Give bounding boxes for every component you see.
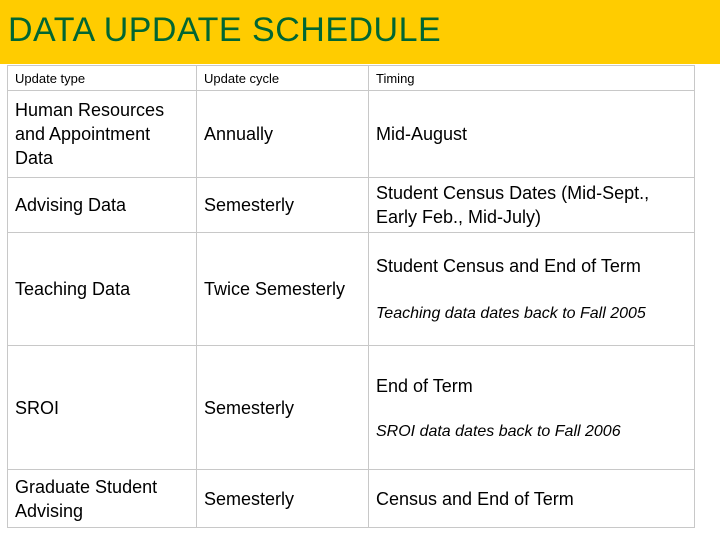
page-title: DATA UPDATE SCHEDULE — [8, 11, 442, 49]
table-row — [8, 470, 695, 528]
update-cycle-cell: Annually — [197, 91, 369, 178]
column-header-timing: Timing — [369, 66, 695, 91]
update-type-cell: SROI — [8, 346, 197, 470]
column-header-update-type: Update type — [8, 66, 197, 91]
update-type-cell: Graduate Student Advising — [8, 470, 197, 528]
timing-cell — [369, 233, 695, 346]
update-type-cell: Teaching Data — [8, 233, 197, 346]
timing-cell: Mid-August — [369, 91, 695, 178]
update-type-cell: Human Resources and Appointment Data — [8, 91, 197, 178]
timing-text: Student Census and End of Term — [376, 256, 641, 276]
timing-text: End of Term — [376, 375, 473, 396]
table-row — [8, 91, 695, 178]
title-bar — [0, 0, 720, 64]
table-row — [8, 233, 695, 346]
timing-cell: Census and End of Term — [369, 470, 695, 528]
table-row — [8, 178, 695, 233]
timing-cell: Student Census Dates (Mid-Sept., Early Feb., Mid-July) — [369, 178, 695, 233]
timing-note: SROI data dates back to Fall 2006 — [376, 422, 621, 440]
update-cycle-cell: Semesterly — [197, 470, 369, 528]
schedule-table — [7, 65, 695, 528]
timing-cell — [369, 346, 695, 470]
timing-note: Teaching data dates back to Fall 2005 — [376, 305, 646, 322]
update-cycle-cell: Twice Semesterly — [197, 233, 369, 346]
table-row — [8, 346, 695, 470]
update-cycle-cell: Semesterly — [197, 178, 369, 233]
column-header-update-cycle: Update cycle — [197, 66, 369, 91]
update-cycle-cell: Semesterly — [197, 346, 369, 470]
update-type-cell: Advising Data — [8, 178, 197, 233]
header-row — [8, 66, 695, 91]
